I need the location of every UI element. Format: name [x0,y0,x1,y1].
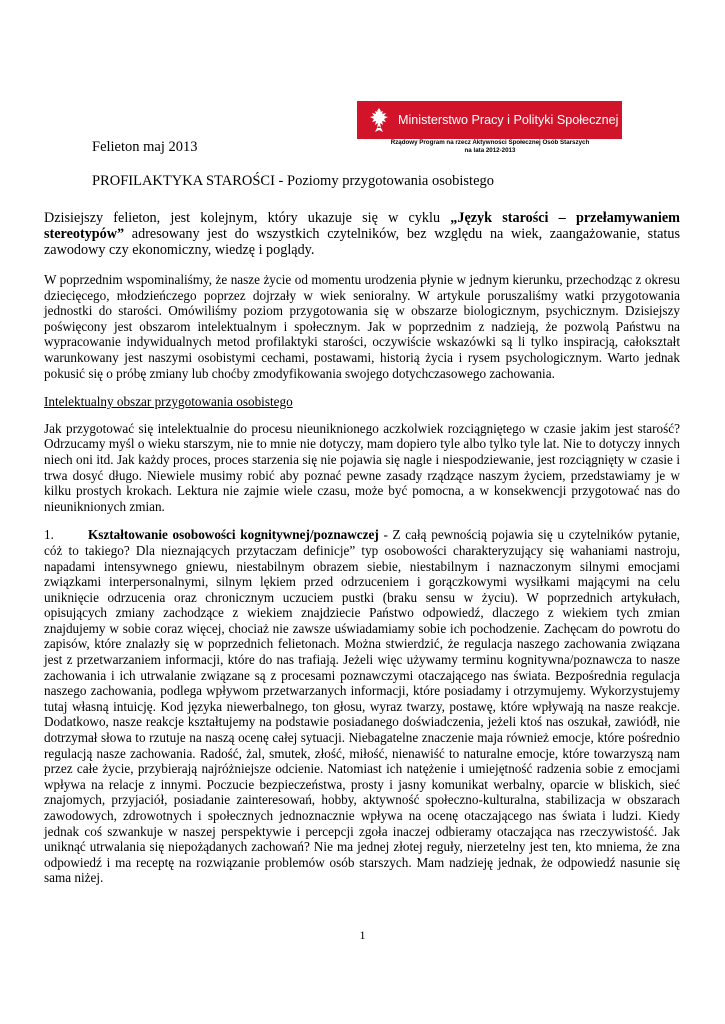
series-title: „Język starości – przełamywaniem stereotypów” [44,210,680,242]
intro-text-start: Dzisiejszy felieton, jest kolejnym, który ukazuje się w cyklu [44,210,451,226]
ministry-logo-banner [357,101,622,139]
list-item-heading: Kształtowanie osobowości kognitywnej/poznawczej [88,527,379,543]
page-number: 1 [359,928,366,942]
document-title: PROFILAKTYKA STAROŚCI - Poziomy przygotowania osobistego [92,173,495,189]
program-caption-line2: na lata 2012-2013 [464,147,516,154]
intro-text-end: adresowany jest do wszystkich czytelników, bez względu na wiek, zaangażowanie, status zawodowy czy ekonomiczny, wiedzę i poglądy. [44,226,680,258]
list-item [44,527,680,886]
program-caption-line1: Rządowy Program na rzecz Aktywności Społecznej Osób Starszych [390,139,590,146]
list-item-text: - Z całą pewnością pojawia się u czytelników pytanie, cóż to takiego? Dla nieznających przytaczam definicje” typ osobowości charakteryzujący się wahaniami nastroju, napadami intensywnego gniewu, niestabilnym obrazem siebie, niestabilnym i naznaczonym silnymi emocjami związkami interpersonalnymi, silnym lękiem przed odrzuceniem i gorączkowymi wysiłkami mającymi na celu uniknięcie odrzucenia oraz chronicznym uczuciem pustki (braku sensu w życiu). W poprzednich artykułach, opisujących zmiany zachodzące z wiekiem znajdziecie Państwo odpowiedź, dlaczego z wiekiem tych zmian znajdujemy w sobie coraz więcej, chociaż nie zawsze uświadamiamy sobie ich pochodzenie. Zachęcam do powrotu do zapisów, które znalazły się w poprzednich felietonach. Można stwierdzić, że regulacja naszego zachowania związana jest z przetwarzaniem informacji, które do nas trafiają. Jeżeli więc używamy terminu kognitywna/poznawcza to nasze zachowania i ich utrwalanie związane są z procesami poznawczymi otaczającego nas świata. Bezpośrednia regulacja naszego zachowania, podlega wpływom przetwarzanych informacji, które posiadamy i otrzymujemy. Wykorzystujemy tutaj własną intuicję. Kod języka niewerbalnego, ton głosu, wyraz twarzy, postawę, które wpływają na nasze reakcje. Dodatkowo, nasze reakcje kształtujemy na podstawie posiadanego doświadczenia, jeżeli ktoś nas oszukał, zawiódł, nie dotrzymał słowa to rzutuje na naszą ocenę całej sytuacji. Niebagatelne znaczenie maja również emocje, które pośrednio regulacją nasze zachowania. Radość, żal, smutek, złość, miłość, nienawiść to naturalne emocje, które towarzyszą nam przez całe życie, przybierają najróżniejsze odcienie. Natomiast ich natężenie i umiejętność radzenia sobie z emocjami wpływa na relacje z innymi. Poczucie bezpieczeństwa, prosty i jasny komunikat werbalny, oparcie w bliskich, sieć znajomych, przyjaciół, posiadanie zainteresowań, hobby, aktywność społeczno-kulturalna, stabilizacja w obszarach zawodowych, zdrowotnych i społecznych jednoznacznie wpływa na ocenę otaczającego nas świata i ludzi. Kiedy jednak coś szwankuje w naszej perspektywie i percepcji zgoła inaczej odbieramy otaczająca nas rzeczywistość. Jak uniknąć utrwalania się niepożądanych zachowań? Nie ma jednej złotej reguły, nierzetelny jest ten, kto mniema, że zna odpowiedź i ma receptę na rozwiązanie problemów osób starszych. Mam nadzieję jednak, że odpowiedź nasunie się sama niżej. [44,527,680,886]
section-heading: Intelektualny obszar przygotowania osobistego [44,394,293,410]
paragraph-previous-article: W poprzednim wspominaliśmy, że nasze życie od momentu urodzenia płynie w jednym kierunku, przechodząc z okresu dziecięcego, młodzieńczego poprzez dojrzały w wiek senioralny. W artykule poruszaliśmy watki przygotowania jednostki do starości. Omówiliśmy poziom przygotowania się w obszarze biologicznym, psychicznym. Dzisiejszy poświęcony jest obszarom intelektualnym i społecznym. Jak w poprzednim z nadzieją, że pozwolą Państwu na wypracowanie indywidualnych metod profilaktyki starości, oczywiście wskazówki są li tylko inspiracją, całokształt warunkowany jest naszymi osobistymi cechami, postawami, historią życia i rysem psychologicznym. Warto jednak pokusić się o próbę zmiany lub choćby zmodyfikowania swojego dotychczasowego zachowania. [44,272,680,381]
polish-eagle-emblem-icon [367,106,391,134]
paragraph-intellectual-preparation: Jak przygotować się intelektualnie do procesu nieuniknionego aczkolwiek rozciągniętego w czasie jakim jest starość? Odrzucamy myśl o wieku starszym, nie to mnie nie dotyczy, mam dopiero tyle albo tylko tyle lat. Nie to dotyczy innych niech oni itd. Jak każdy proces, proces starzenia się nie pojawia się nagle i niespodziewanie, jest rozciągnięty w czasie i trwa dosyć długo. Niewiele musimy robić aby poznać pewne zasady rządzące naszym życiem, przedstawiamy je w kilku prostych krokach. Lektura nie zajmie wiele czasu, może być pomocna, a w konsekwencji przygotować nas do nieuniknionych zmian. [44,420,680,514]
program-caption [350,139,630,155]
intro-paragraph [44,210,680,258]
ministry-name: Ministerstwo Pracy i Polityki Społecznej [398,113,619,127]
list-item-number: 1. [44,527,54,543]
document-body [44,210,680,886]
felieton-date: Felieton maj 2013 [92,139,198,155]
